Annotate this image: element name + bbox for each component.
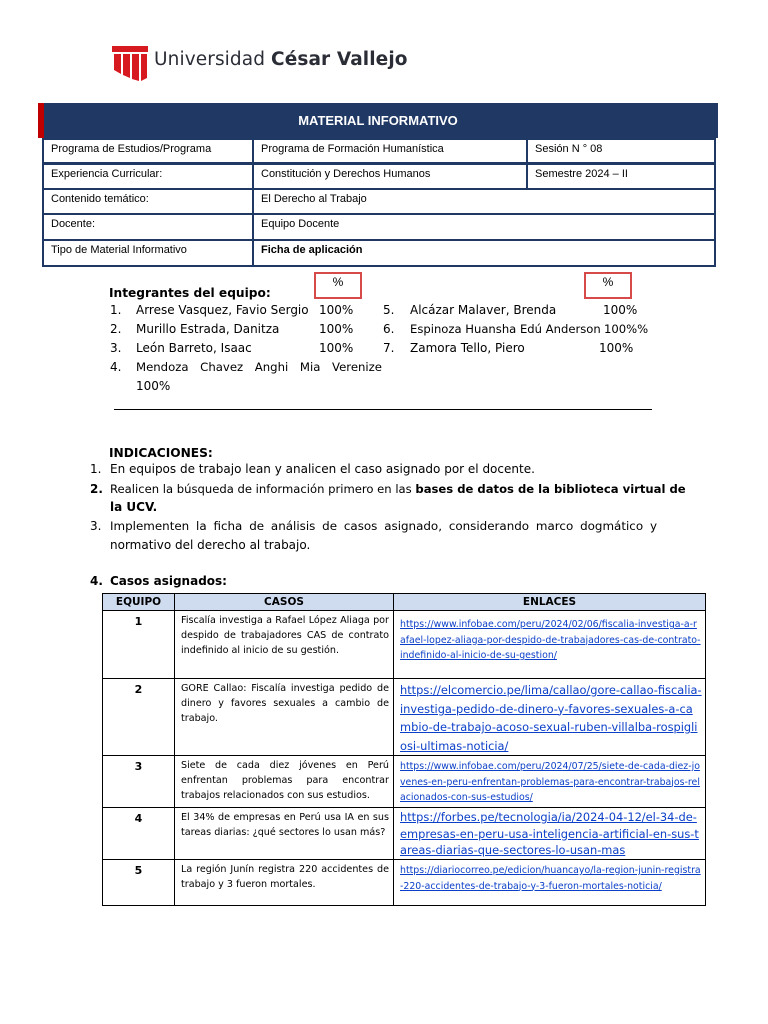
column-header-cases: CASOS [175,594,394,611]
member-number: 4. [110,360,122,374]
member-name: León Barreto, Isaac [136,341,252,355]
cases-table [102,593,706,906]
member-name: Murillo Estrada, Danitza [136,322,280,336]
instruction-text: normativo del derecho al trabajo. [110,538,311,552]
content-value: El Derecho al Trabajo [252,188,716,215]
case-description: GORE Callao: Fiscalía investiga pedido de dinero y favores sexuales a cambio de trabajo. [175,679,394,756]
document-title: MATERIAL INFORMATIVO [298,113,458,128]
member-number: 7. [383,341,395,355]
member-percent: 100%% [604,322,649,336]
member-percent: 100% [136,379,171,393]
column-header-links: ENLACES [394,594,706,611]
team-number: 3 [103,756,175,808]
column-header-team: EQUIPO [103,594,175,611]
teacher-label: Docente: [42,213,254,241]
case-link[interactable]: https://elcomercio.pe/lima/callao/gore-callao-fiscalia-investiga-pedido-de-dinero-y-favores-sexuales-a-cambio-de-trabajo-acoso-sexual-ruben-villalba-rospigliosi-ultimas-noticia/ [394,679,706,756]
course-label: Experiencia Curricular: [42,163,254,190]
table-row [103,611,706,679]
instruction-text: Realicen la búsqueda de información primero en las bases de datos de la biblioteca virtual de [110,482,686,496]
case-description: El 34% de empresas en Perú usa IA en sus tareas diarias: ¿qué sectores lo usan más? [175,808,394,860]
instruction-number: 1. [90,462,102,476]
member-name: Zamora Tello, Piero [410,341,525,355]
university-logo [112,44,412,84]
table-row [103,860,706,906]
program-value: Programa de Formación Humanística [252,138,528,164]
case-link[interactable]: https://www.infobae.com/peru/2024/07/25/siete-de-cada-diez-jovenes-en-peru-enfrentan-problemas-para-encontrar-trabajos-relacionados-con-sus-estudios/ [394,756,706,808]
member-percent: 100% [599,341,634,355]
member-percent: 100% [603,303,638,317]
instruction-text: Implementen la ficha de análisis de casos asignado, considerando marco dogmático y [110,519,657,533]
table-row [103,679,706,756]
team-heading: Integrantes del equipo: [109,286,271,300]
member-name: Espinoza Huansha Edú Anderson [410,322,601,336]
instruction-text: En equipos de trabajo lean y analicen el caso asignado por el docente. [110,462,535,476]
instruction-number: 3. [90,519,102,533]
member-name: Alcázar Malaver, Brenda [410,303,557,317]
team-number: 2 [103,679,175,756]
separator-line [114,409,652,410]
info-header-table [38,103,718,267]
instruction-text: la UCV. [110,500,158,514]
course-value: Constitución y Derechos Humanos [252,163,528,190]
semester: Semestre 2024 – II [526,163,716,190]
instruction-number: 4. [90,574,103,588]
table-row [103,808,706,860]
instruction-number: 2. [90,482,103,496]
member-number: 6. [383,322,395,336]
material-type-label: Tipo de Material Informativo [42,239,254,267]
member-number: 1. [110,303,122,317]
member-name: Arrese Vasquez, Favio Sergio [136,303,309,317]
percent-box-right: % [584,272,632,299]
member-number: 3. [110,341,122,355]
instruction-text: Casos asignados: [110,574,227,588]
material-type-value: Ficha de aplicación [252,239,716,267]
team-number: 5 [103,860,175,906]
case-description: La región Junín registra 220 accidentes de trabajo y 3 fueron mortales. [175,860,394,906]
member-number: 2. [110,322,122,336]
case-link[interactable]: https://diariocorreo.pe/edicion/huancayo/la-region-junin-registra-220-accidentes-de-trabajo-y-3-fueron-mortales-noticia/ [394,860,706,906]
member-percent: 100% [319,322,354,336]
content-label: Contenido temático: [42,188,254,215]
member-number: 5. [383,303,395,317]
member-percent: 100% [319,341,354,355]
team-number: 4 [103,808,175,860]
percent-box-left: % [314,272,362,299]
instructions-heading: INDICACIONES: [109,446,213,460]
program-label: Programa de Estudios/Programa [42,138,254,164]
member-percent: 100% [319,303,354,317]
teacher-value: Equipo Docente [252,213,716,241]
case-description: Siete de cada diez jóvenes en Perú enfrentan problemas para encontrar trabajos relacionados con sus estudios. [175,756,394,808]
team-number: 1 [103,611,175,679]
logo-text: Universidad César Vallejo [154,49,408,70]
case-link[interactable]: https://forbes.pe/tecnologia/ia/2024-04-12/el-34-de-empresas-en-peru-usa-inteligencia-artificial-en-sus-tareas-diarias-que-sectores-lo-usan-mas [394,808,706,860]
table-row [103,756,706,808]
session-number: Sesión N ° 08 [526,138,716,164]
table-header-row [103,594,706,611]
case-link[interactable]: https://www.infobae.com/peru/2024/02/06/fiscalia-investiga-a-rafael-lopez-aliaga-por-despido-de-trabajadores-cas-de-contrato-indefinido-al-inicio-de-su-gestion/ [394,611,706,679]
ucv-shield-icon [112,44,148,82]
case-description: Fiscalía investiga a Rafael López Aliaga por despido de trabajadores CAS de contrato indefinido al inicio de su gestión. [175,611,394,679]
member-name: Mendoza Chavez Anghi Mia Verenize [136,360,382,374]
